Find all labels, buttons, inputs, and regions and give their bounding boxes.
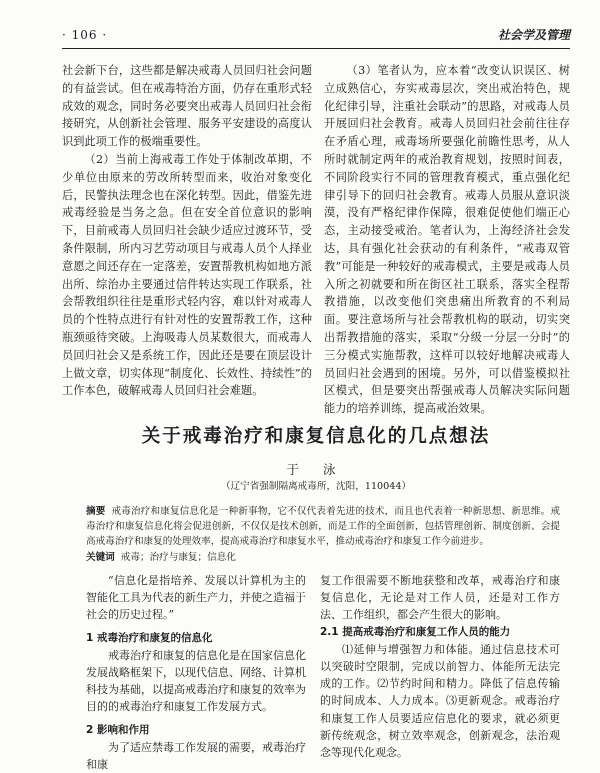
section-heading-2-1: 2.1 提高戒毒治疗和康复工作人员的能力 [320,625,511,638]
section-heading-2: 2 影响和作用 [86,723,150,736]
paragraph: 复工作很需要不断地获整和改革，戒毒治疗和康复信息化，无论是对工作人员，还是对工作方法、工作组织，都会产生很大的影响。 [320,574,560,622]
author-affiliation: （辽宁省强制隔离戒毒所，沈阳，110044） [220,481,412,492]
abstract-label: 摘要 [86,506,106,517]
keywords [86,550,560,565]
intro-quote: “信息化是指培养、发展以计算机为主的智能化工具为代表的新生产力，并使之造福于社会的历史过程。” [86,574,306,622]
page-number: · 106 · [62,28,108,42]
previous-article-left-column [62,62,312,400]
previous-article-right-column [324,62,570,418]
section-heading-1: 1 戒毒治疗和康复的信息化 [86,631,213,644]
abstract-text: 戒毒治疗和康复信息化是一种新事物，它不仅代表着先进的技术，而且也代表着一种新思想、新思维。戒毒治疗和康复信息化将会促进创新，不仅仅是技术创新，而是工作的全面创新，包括管理创新、制度创新、会提高戒毒治疗和康复的处理效率，提高戒毒治疗和康复水平，推动戒毒治疗和康复工作今前进步。 [86,506,561,548]
paragraph: （3）笔者认为，应本着“改变认识误区、树立成熟信心，夯实戒毒层次，突出戒治特色，规化纪律引导，注重社会联动”的思路，对戒毒人员开展回归社会教育。戒毒人员回归社会前往往存在矛盾心理，戒毒场所要强化前瞻性思考，从人所时就制定两年的戒治教育规划，按照时间表，不同阶段实行不同的管理教育模式，重点强化纪律引导下的回归社会教育。戒毒人员服从意识淡漠，没有严格纪律作保障，很难促使他们端正心态，主动接受戒治。笔者认为，上海经济社会发达，具有强化社会获动的有利条件，“戒毒双管教”可能是一种较好的戒毒模式，主要是戒毒人员入所之初就要和所在街区社工联系，落实全程帮教措施，以改变他们突患痛出所教育的不利局面。要注意场所与社会帮教机构的联动，切实突出帮教措施的落实，采取“分级一分层一分时”的三分模式实施帮教，这样可以较好地解决戒毒人员回归社会遇到的困境。另外，可以借鉴模拟社区模式，但是要突出帮强戒毒人员解决实际问题能力的培养训练，提高戒治效果。 [324,64,570,416]
paragraph: 社会新下台，这些都是解决戒毒人员回归社会问题的有益尝试。但在戒毒特治方面，仍存在重形式轻成效的观念，同时务必要突出戒毒人员回归社会衔接研究，从创新社会管理、服务平安建设的高度认识到此项工作的极端重要性。 [62,64,312,149]
journal-title: 社会学及管理 [497,28,570,42]
paragraph: 为了适应禁毒工作发展的需要，戒毒治疗和康 [86,740,306,772]
paragraph: （2）当前上海戒毒工作处于体制改革期，不少单位由原来的劳改所转型而来，收治对象变化后，民警执法理念也在深化转型。因此，借鉴先进戒毒经验是当务之急。但在安全首位意识的影响下，目前戒毒人员回归社会缺少适应过渡环节，受条件限制，所内习艺劳动项目与戒毒人员个人择业意愿之间还存在一定落差，安置帮教机构如地方派出所、综治办主要通过信件转达实现工作联系，社会帮教组织往往是重形式轻内容，难以针对戒毒人员的个性特点进行有针对性的安置帮教工作，这种瓶颈亟待突破。上海吸毒人员某数很大，而戒毒人员回归社会又是系统工作，因此还是要在顶层设计上做文章，切实体现“制度化、长效性、持续性”的工作本色，破解戒毒人员回归社会难题。 [62,152,312,398]
paragraph: ⑴延伸与增强智力和体能。通过信息技术可以突破时空限制，完成以前智力、体能所无法完成的工作。⑵节约时间和精力。降低了信息传输的时间成本、人力成本。⑶更新观念。戒毒治疗和康复工作人员要适应信息化的要求，就必须更新传统观念，树立效率观念，创新观念，法治观念等现代化观念。 [320,642,560,760]
article-author: 于 泳 [286,462,346,477]
article-left-column [86,572,306,773]
article-title: 关于戒毒治疗和康复信息化的几点想法 [141,426,491,447]
abstract-block [86,504,560,565]
running-header [62,22,570,49]
keywords-text: 戒毒；治疗与康复；信息化 [120,551,236,563]
article-right-column [320,572,560,761]
paragraph: 戒毒治疗和康复的信息化是在国家信息化发展战略框架下，以现代信息、网络、计算机科技为基础，以提高戒毒治疗和康复的效率为目的的戒毒治疗和康复工作发展方式。 [86,648,306,714]
keywords-label: 关键词 [86,551,115,563]
abstract [86,504,560,550]
